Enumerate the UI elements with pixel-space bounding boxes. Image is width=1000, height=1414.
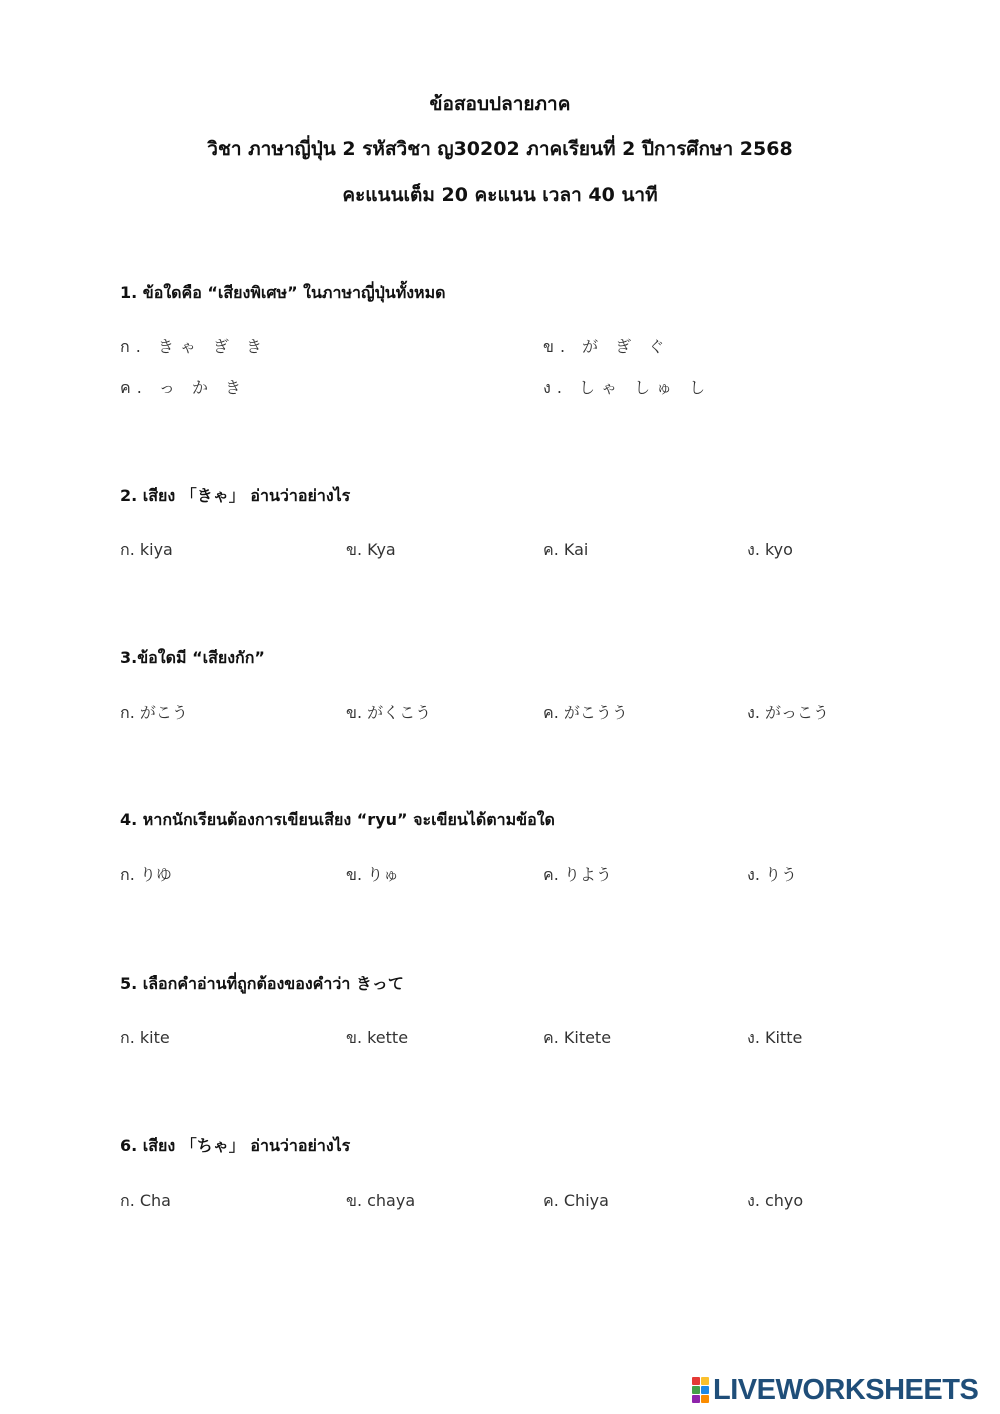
q5-option-c[interactable]: ค. Kitete (543, 1028, 612, 1047)
liveworksheets-logo (692, 1374, 978, 1406)
exam-score-time: คะแนนเต็ม 20 คะแนน เวลา 40 นาที (342, 184, 658, 206)
question-1: 1. ข้อใดคือ “เสียงพิเศษ” ในภาษาญี่ปุ่นทั้งหมด (120, 283, 446, 302)
question-5: 5. เลือกคำอ่านที่ถูกต้องของคำว่า きって (120, 974, 404, 993)
q6-option-d[interactable]: ง. chyo (747, 1191, 804, 1210)
q1-option-c[interactable]: ค. っ か き (120, 378, 248, 397)
liveworksheets-logo-icon (692, 1377, 709, 1403)
q2-option-c[interactable]: ค. Kai (543, 540, 589, 559)
q2-option-b[interactable]: ข. Kya (346, 540, 396, 559)
q4-option-c[interactable]: ค. りよう (543, 865, 612, 884)
logo-wordmark: LIVEWORKSHEETS (713, 1373, 979, 1406)
question-2: 2. เสียง 「きゃ」 อ่านว่าอย่างไร (120, 486, 351, 505)
question-4: 4. หากนักเรียนต้องการเขียนเสียง “ryu” จะเขียนได้ตามข้อใด (120, 810, 555, 829)
q2-option-a[interactable]: ก. kiya (120, 540, 173, 559)
q4-option-d[interactable]: ง. りう (747, 865, 797, 884)
exam-subject-line: วิชา ภาษาญี่ปุ่น 2 รหัสวิชา ญ30202 ภาคเรียนที่ 2 ปีการศึกษา 2568 (207, 138, 793, 160)
q3-option-c[interactable]: ค. がこうう (543, 703, 628, 722)
q4-option-b[interactable]: ข. りゅ (346, 865, 400, 884)
q3-option-b[interactable]: ข. がくこう (346, 703, 432, 722)
q1-option-a[interactable]: ก. きゃ ぎ き (120, 337, 269, 356)
q3-option-a[interactable]: ก. がこう (120, 703, 188, 722)
q6-option-c[interactable]: ค. Chiya (543, 1191, 609, 1210)
q5-option-b[interactable]: ข. kette (346, 1028, 409, 1047)
q2-option-d[interactable]: ง. kyo (747, 540, 793, 559)
q1-option-d[interactable]: ง. しゃ しゅ し (543, 378, 712, 397)
question-3: 3.ข้อใดมี “เสียงกัก” (120, 648, 265, 667)
exam-title: ข้อสอบปลายภาค (429, 93, 571, 115)
q5-option-d[interactable]: ง. Kitte (747, 1028, 803, 1047)
q4-option-a[interactable]: ก. りゆ (120, 865, 172, 884)
q3-option-d[interactable]: ง. がっこう (747, 703, 829, 722)
question-6: 6. เสียง 「ちゃ」 อ่านว่าอย่างไร (120, 1136, 351, 1155)
q1-option-b[interactable]: ข. が ぎ ぐ (543, 337, 671, 356)
q6-option-a[interactable]: ก. Cha (120, 1191, 171, 1210)
q6-option-b[interactable]: ข. chaya (346, 1191, 416, 1210)
q5-option-a[interactable]: ก. kite (120, 1028, 170, 1047)
